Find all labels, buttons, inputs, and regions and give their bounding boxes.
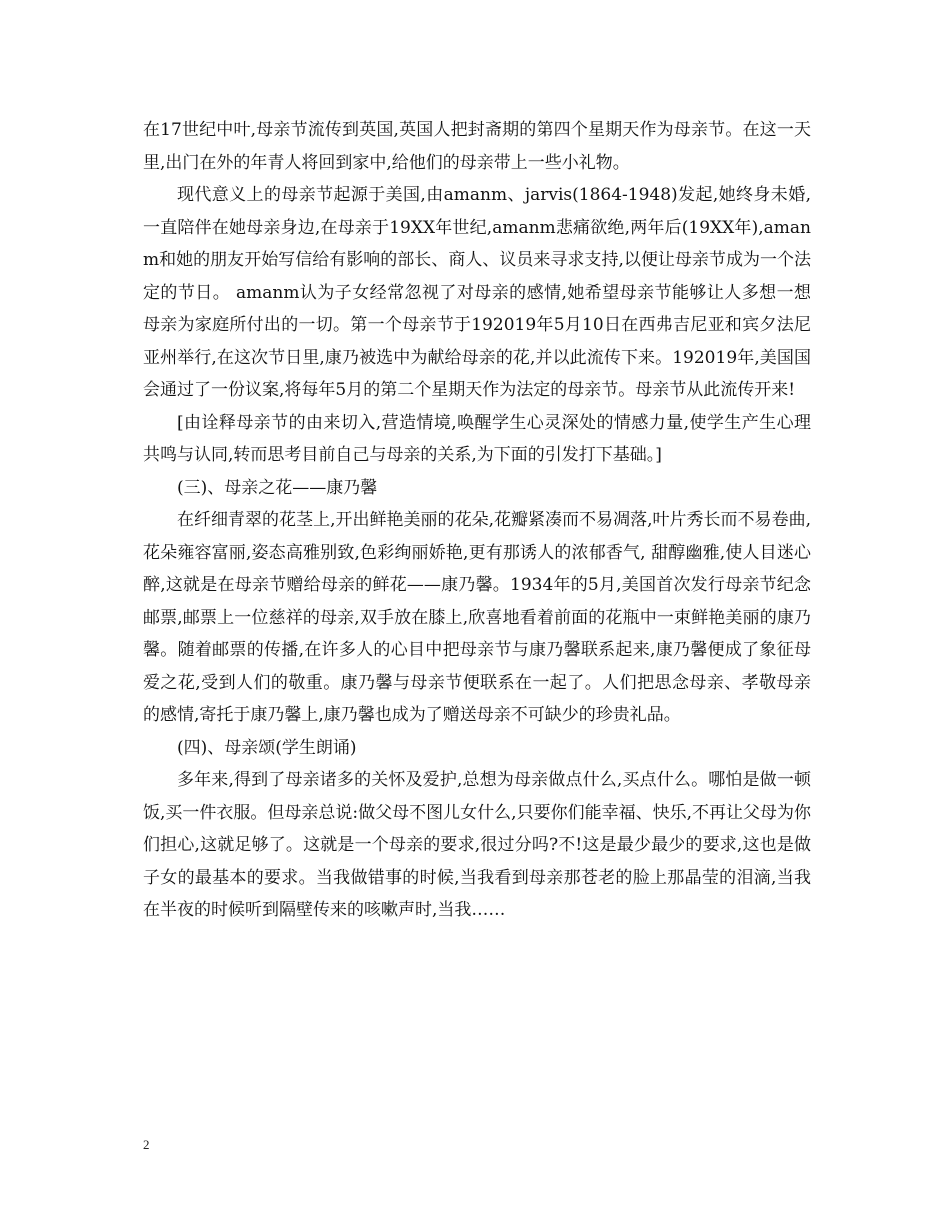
paragraph-england-origin: 在17世纪中叶,母亲节流传到英国,英国人把封斋期的第四个星期天作为母亲节。在这一天里,出门在外的年青人将回到家中,给他们的母亲带上一些小礼物。 <box>143 120 811 173</box>
section-heading-ode: (四)、母亲颂(学生朗诵) <box>177 737 357 758</box>
paragraph-ode: 多年来,得到了母亲诸多的关怀及爱护,总想为母亲做点什么,买点什么。哪怕是做一顿饭,买一件衣服。但母亲总说:做父母不图儿女什么,只要你们能幸福、快乐,不再让父母为你们担心,这就足够了。这就是一个母亲的要求,很过分吗?不!这是最少最少的要求,这也是做子女的最基本的要求。当我做错事的时候,当我看到母亲那苍老的脸上那晶莹的泪滴,当我在半夜的时候听到隔壁传来的咳嗽声时,当我…… <box>143 770 811 920</box>
paragraph-teaching-note: [由诠释母亲节的由来切入,营造情境,唤醒学生心灵深处的情感力量,使学生产生心理共鸣与认同,转而思考目前自己与母亲的关系,为下面的引发打下基础。] <box>143 412 811 465</box>
paragraph-carnation: 在纤细青翠的花茎上,开出鲜艳美丽的花朵,花瓣紧凑而不易凋落,叶片秀长而不易卷曲,花朵雍容富丽,姿态高雅别致,色彩绚丽娇艳,更有那诱人的浓郁香气, 甜醇幽雅,使人目迷心醉,这就是在母亲节赠给母亲的鲜花——康乃馨。1934年的5月,美国首次发行母亲节纪念邮票,邮票上一位慈祥的母亲,双手放在膝上,欣喜地看着前面的花瓶中一束鲜艳美丽的康乃馨。随着邮票的传播,在许多人的心目中把母亲节与康乃馨联系起来,康乃馨便成了象征母爱之花,受到人们的敬重。康乃馨与母亲节便联系在一起了。人们把思念母亲、孝敬母亲的感情,寄托于康乃馨上,康乃馨也成为了赠送母亲不可缺少的珍贵礼品。 <box>143 510 811 725</box>
document-body <box>143 114 811 927</box>
page-number: 2 <box>143 1137 150 1152</box>
section-heading-carnation: (三)、母亲之花——康乃馨 <box>177 477 378 498</box>
paragraph-us-origin: 现代意义上的母亲节起源于美国,由amanm、jarvis(1864-1948)发起,她终身未婚,一直陪伴在她母亲身边,在母亲于19XX年世纪,amanm悲痛欲绝,两年后(19XX年),amanm和她的朋友开始写信给有影响的部长、商人、议员来寻求支持,以便让母亲节成为一个法定的节日。 amanm认为子女经常忽视了对母亲的感情,她希望母亲节能够让人多想一想母亲为家庭所付出的一切。第一个母亲节于192019年5月10日在西弗吉尼亚和宾夕法尼亚州举行,在这次节日里,康乃被选中为献给母亲的花,并以此流传下来。192019年,美国国会通过了一份议案,将每年5月的第二个星期天作为法定的母亲节。母亲节从此流传开来! <box>143 185 811 400</box>
